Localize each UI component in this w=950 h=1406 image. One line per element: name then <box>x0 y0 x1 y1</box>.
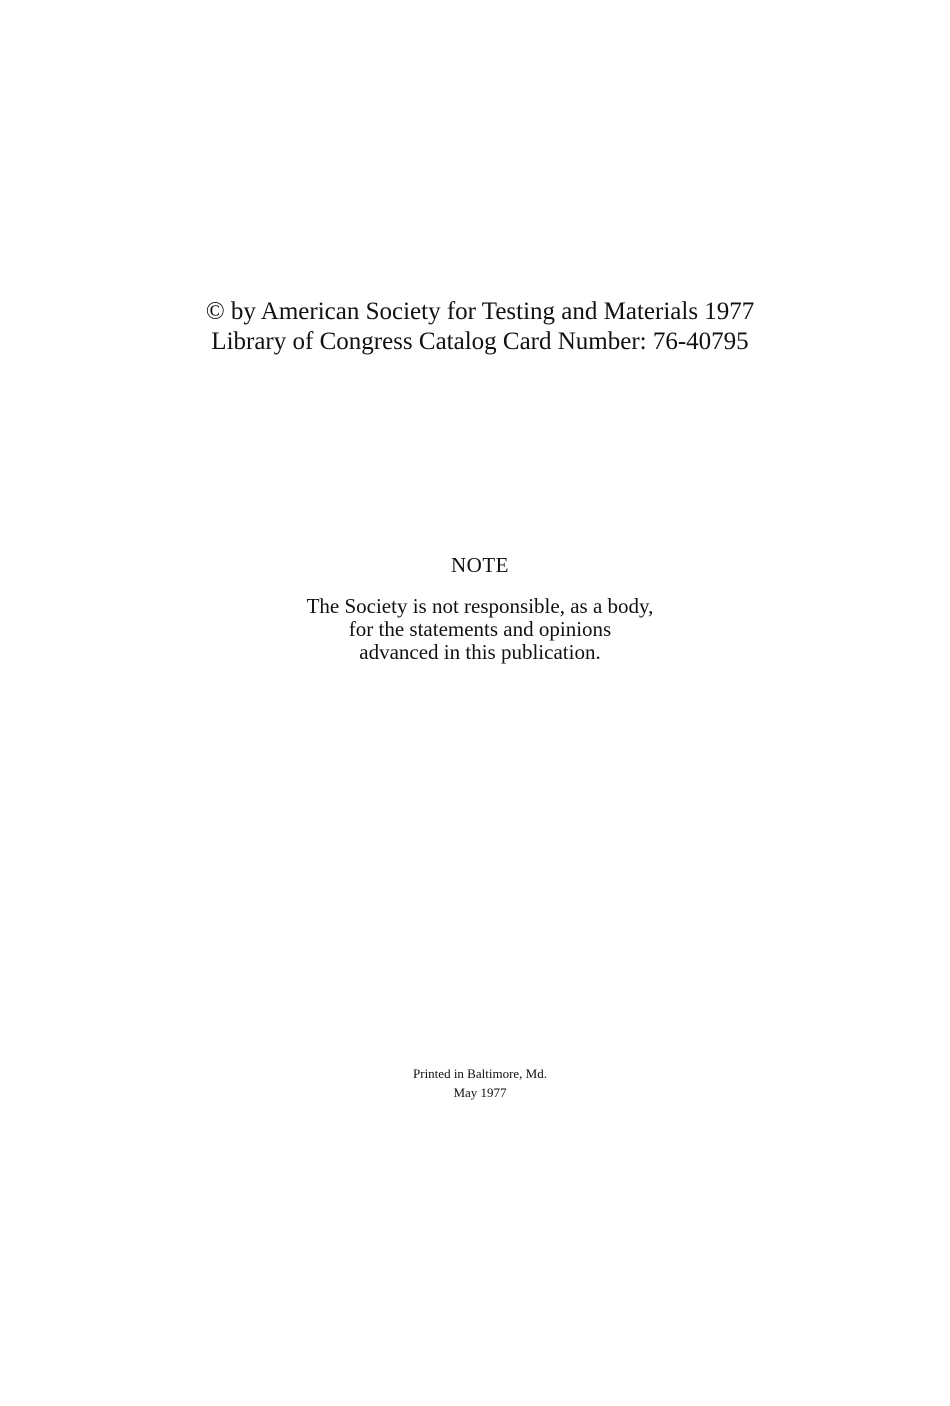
copyright-notice <box>5 297 950 357</box>
copyright-line: © by American Society for Testing and Materials 1977 <box>205 298 755 325</box>
note-line: for the statements and opinions <box>348 617 612 641</box>
printed-date: May 1977 <box>453 1085 507 1100</box>
note-line: advanced in this publication. <box>359 640 601 664</box>
note-line: The Society is not responsible, as a body, <box>306 594 654 618</box>
note-section <box>5 551 950 664</box>
printed-location: Printed in Baltimore, Md. <box>413 1066 547 1081</box>
note-heading: NOTE <box>451 553 509 577</box>
printing-imprint <box>5 1064 950 1102</box>
note-body <box>5 595 950 664</box>
catalog-card-number: Library of Congress Catalog Card Number: 76-40795 <box>211 328 749 355</box>
